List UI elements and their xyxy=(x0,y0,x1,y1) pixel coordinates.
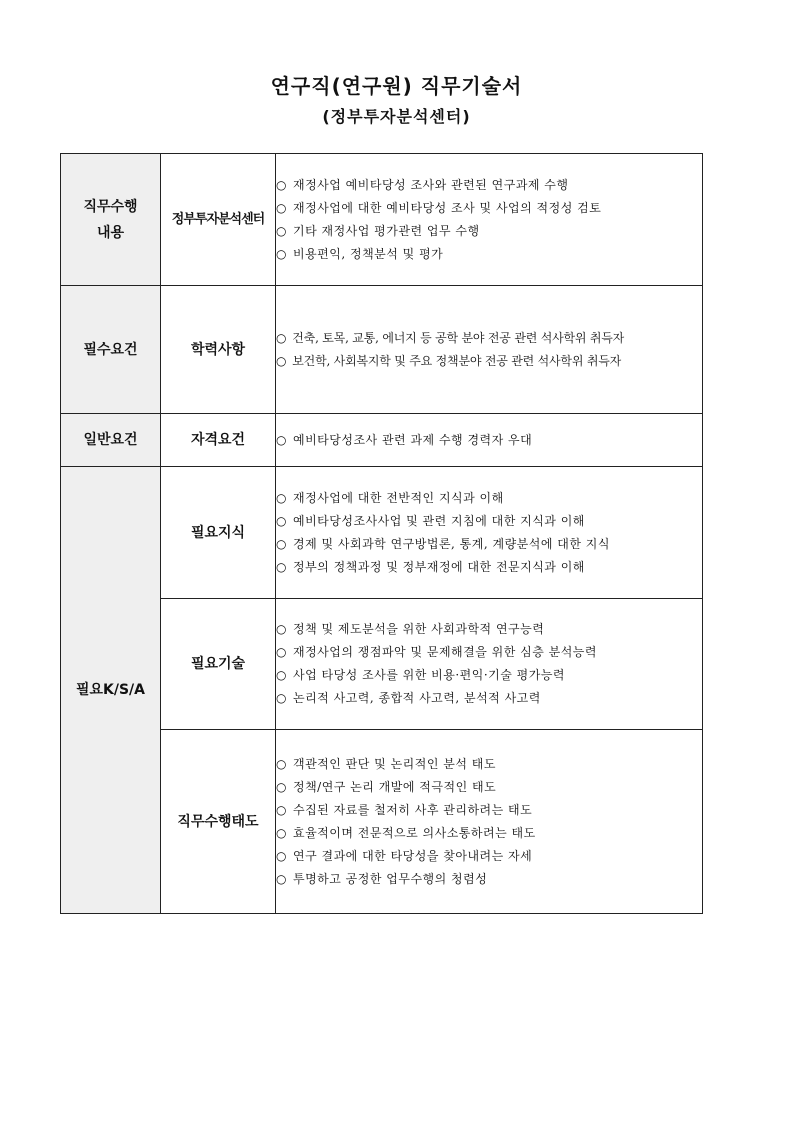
circle-bullet-icon: ○ xyxy=(276,536,287,551)
list-item xyxy=(276,174,702,197)
list-item xyxy=(276,533,702,556)
list-item xyxy=(276,429,702,452)
circle-bullet-icon: ○ xyxy=(276,223,287,238)
sub-education: 학력사항 xyxy=(161,286,276,414)
list-item-text: 정책/연구 논리 개발에 적극적인 태도 xyxy=(292,779,497,794)
list-item-text: 기타 재정사업 평가관련 업무 수행 xyxy=(292,223,480,238)
circle-bullet-icon: ○ xyxy=(276,559,287,574)
list-item-text: 객관적인 판단 및 논리적인 분석 태도 xyxy=(292,756,496,771)
list-item xyxy=(276,868,702,891)
list-item-text: 정부의 정책과정 및 정부재정에 대한 전문지식과 이해 xyxy=(292,559,585,574)
sub-qualification: 자격요건 xyxy=(161,414,276,467)
list-item-text: 재정사업 예비타당성 조사와 관련된 연구과제 수행 xyxy=(292,177,569,192)
list-item-text: 경제 및 사회과학 연구방법론, 통계, 계량분석에 대한 지식 xyxy=(292,536,610,551)
list-item-text: 논리적 사고력, 종합적 사고력, 분석적 사고력 xyxy=(292,691,541,705)
circle-bullet-icon: ○ xyxy=(276,848,287,863)
list-item xyxy=(276,845,702,868)
circle-bullet-icon: ○ xyxy=(276,432,287,447)
circle-bullet-icon: ○ xyxy=(276,246,287,261)
list-item-text: 건축, 토목, 교통, 에너지 등 공학 분야 전공 관련 석사학위 취득자 xyxy=(292,330,625,345)
list-item-text: 효율적이며 전문적으로 의사소통하려는 태도 xyxy=(292,825,536,840)
list-item xyxy=(276,487,702,510)
list-item-text: 보건학, 사회복지학 및 주요 정책분야 전공 관련 석사학위 취득자 xyxy=(292,353,622,368)
category-general: 일반요건 xyxy=(61,414,161,467)
sub-attitude: 직무수행태도 xyxy=(161,730,276,914)
circle-bullet-icon: ○ xyxy=(276,645,287,659)
list-item xyxy=(276,687,702,710)
list-item-text: 재정사업에 대한 예비타당성 조사 및 사업의 적정성 검토 xyxy=(292,200,602,215)
sub-knowledge: 필요지식 xyxy=(161,467,276,599)
skill-items xyxy=(276,599,703,730)
list-item-text: 사업 타당성 조사를 위한 비용·편익·기술 평가능력 xyxy=(292,668,566,682)
circle-bullet-icon: ○ xyxy=(276,353,287,368)
circle-bullet-icon: ○ xyxy=(276,622,287,636)
list-item xyxy=(276,753,702,776)
list-item-text: 재정사업의 쟁점파악 및 문제해결을 위한 심층 분석능력 xyxy=(292,645,597,659)
table-row-duty xyxy=(61,154,703,286)
duty-items xyxy=(276,154,703,286)
list-item xyxy=(276,350,702,373)
circle-bullet-icon: ○ xyxy=(276,756,287,771)
circle-bullet-icon: ○ xyxy=(276,513,287,528)
list-item-text: 예비타당성조사 관련 과제 수행 경력자 우대 xyxy=(292,432,533,447)
category-duty-label: 직무수행 내용 xyxy=(83,198,138,241)
list-item xyxy=(276,776,702,799)
circle-bullet-icon: ○ xyxy=(276,779,287,794)
category-required: 필수요건 xyxy=(61,286,161,414)
list-item xyxy=(276,197,702,220)
list-item xyxy=(276,799,702,822)
circle-bullet-icon: ○ xyxy=(276,802,287,817)
circle-bullet-icon: ○ xyxy=(276,668,287,682)
list-item xyxy=(276,220,702,243)
list-item-text: 수집된 자료를 철저히 사후 관리하려는 태도 xyxy=(292,802,533,817)
table-row-required xyxy=(61,286,703,414)
knowledge-items xyxy=(276,467,703,599)
list-item xyxy=(276,822,702,845)
list-item-text: 연구 결과에 대한 타당성을 찾아내려는 자세 xyxy=(292,848,533,863)
circle-bullet-icon: ○ xyxy=(276,200,287,215)
list-item xyxy=(276,664,702,687)
list-item-text: 정책 및 제도분석을 위한 사회과학적 연구능력 xyxy=(292,622,545,636)
table-row-general xyxy=(61,414,703,467)
attitude-items xyxy=(276,730,703,914)
list-item xyxy=(276,510,702,533)
required-items xyxy=(276,286,703,414)
sub-skill: 필요기술 xyxy=(161,599,276,730)
list-item-text: 투명하고 공정한 업무수행의 청렴성 xyxy=(292,871,488,886)
list-item xyxy=(276,618,702,641)
list-item xyxy=(276,327,702,350)
category-ksa: 필요K/S/A xyxy=(61,467,161,914)
document-subtitle: (정부투자분석센터) xyxy=(322,107,471,126)
circle-bullet-icon: ○ xyxy=(276,871,287,886)
list-item xyxy=(276,243,702,266)
category-duty xyxy=(61,154,161,286)
list-item-text: 재정사업에 대한 전반적인 지식과 이해 xyxy=(292,490,504,505)
list-item xyxy=(276,641,702,664)
list-item-text: 예비타당성조사사업 및 관련 지침에 대한 지식과 이해 xyxy=(292,513,585,528)
document-title: 연구직(연구원) 직무기술서 xyxy=(270,74,523,98)
circle-bullet-icon: ○ xyxy=(276,490,287,505)
circle-bullet-icon: ○ xyxy=(276,825,287,840)
table-row-knowledge xyxy=(61,467,703,599)
general-items xyxy=(276,414,703,467)
job-description-table xyxy=(60,153,703,914)
list-item xyxy=(276,556,702,579)
sub-center: 정부투자분석센터 xyxy=(161,154,276,286)
list-item-text: 비용편익, 정책분석 및 평가 xyxy=(292,246,444,261)
circle-bullet-icon: ○ xyxy=(276,330,287,345)
circle-bullet-icon: ○ xyxy=(276,691,287,705)
circle-bullet-icon: ○ xyxy=(276,177,287,192)
